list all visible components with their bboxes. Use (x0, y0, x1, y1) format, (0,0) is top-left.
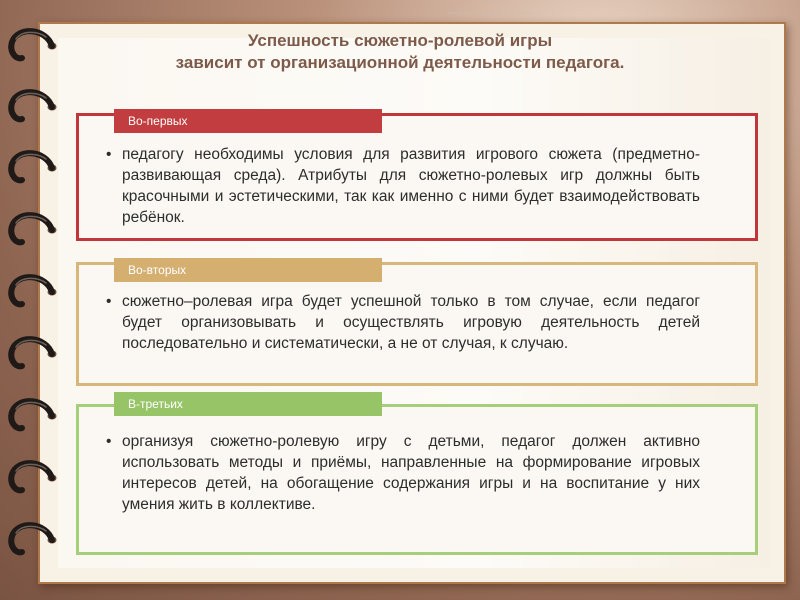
bullet-icon: • (106, 433, 112, 450)
binder-ring-icon (11, 215, 56, 242)
binder-ring-icon (11, 277, 56, 304)
header-fine-print: www.xxx.xxxx · xxxx xxxx xxxxx · xxxx.xxxx (448, 10, 534, 15)
section-third-label: В-третьих (114, 392, 382, 416)
binder-ring-icon (11, 92, 56, 119)
section-third (76, 397, 758, 554)
bullet-icon: • (106, 146, 112, 163)
section-first-body (106, 144, 700, 228)
binder-ring-icon (11, 525, 56, 552)
binder-ring-icon (11, 339, 56, 366)
slide-title (70, 30, 730, 74)
binder-ring-icon (11, 463, 56, 490)
section-first-label: Во-первых (114, 109, 382, 133)
slide-title-line-2: зависит от организационной деятельности педагога. (175, 53, 625, 72)
section-second-body (106, 291, 700, 354)
section-first-text: педагогу необходимы условия для развития игрового сюжета (предметно-развивающая среда). Атрибуты для сюжетно-ролевых игр должны быть красочными и эстетическими, так как именно с ними будет взаимодействовать ребёнок. (122, 146, 700, 226)
binder-ring-icon (11, 31, 56, 58)
section-third-body (106, 431, 700, 515)
slide-title-line-1: Успешность сюжетно-ролевой игры (247, 31, 553, 50)
section-second-label: Во-вторых (114, 258, 382, 282)
bullet-icon: • (106, 293, 112, 310)
binder-ring-icon (11, 153, 56, 180)
section-first (76, 113, 758, 243)
section-third-text: организуя сюжетно-ролевую игру с детьми, педагог должен активно использовать методы и приёмы, направленные на формирование игровых интересов детей, на обогащение содержания игры и на воспитание у них умения жить в коллективе. (122, 433, 700, 513)
section-second-text: сюжетно–ролевая игра будет успешной только в том случае, если педагог будет организовывать и осуществлять игровую деятельность детей последовательно и систематически, а не от случая, к случаю. (122, 293, 700, 352)
binder-ring-icon (11, 401, 56, 428)
section-second (76, 262, 758, 388)
